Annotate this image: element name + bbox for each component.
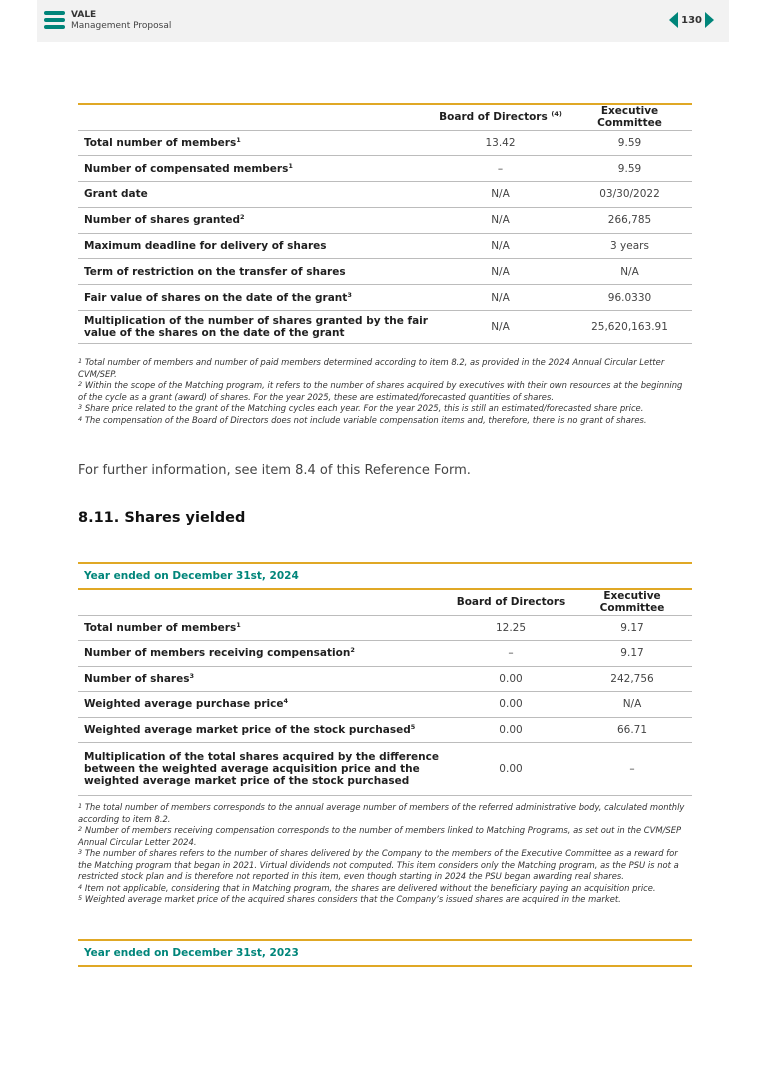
- table-row: [78, 285, 692, 311]
- section-title: 8.11. Shares yielded: [78, 510, 246, 526]
- col-header-executive: Executive Committee: [572, 590, 692, 615]
- executive-value: 66.71: [572, 717, 692, 743]
- empty-header-cell: [78, 590, 450, 615]
- table1-footnotes: [78, 357, 692, 426]
- board-value: N/A: [434, 285, 567, 311]
- table2-footnotes: [78, 802, 692, 906]
- board-value: 12.25: [450, 615, 572, 641]
- row-label: Grant date: [78, 182, 434, 208]
- footnote: $^3$ Share price related to the grant of the Matching cycles each year. For the year 2025, this is still an estimated/forecasted share price.: [78, 403, 644, 413]
- row-label: Total number of members$^1$: [78, 615, 450, 641]
- executive-value: 9.17: [572, 615, 692, 641]
- vale-logo-icon: [44, 11, 65, 29]
- executive-value: –: [572, 743, 692, 796]
- table-row: [78, 233, 692, 259]
- footnote: $^1$ The total number of members corresponds to the annual average number of members of the referred administrative body, calculated monthly according to item 8.2.: [78, 802, 685, 824]
- executive-value: N/A: [567, 259, 692, 285]
- row-label: Multiplication of the total shares acquired by the difference between the weighted average acquisition price and the weighted average market price of the stock purchased: [78, 743, 450, 796]
- page-header: [37, 0, 729, 42]
- row-label: Number of shares granted$^2$: [78, 207, 434, 233]
- table-row: [78, 692, 692, 718]
- further-info-text: For further information, see item 8.4 of this Reference Form.: [78, 463, 471, 478]
- board-value: 0.00: [450, 717, 572, 743]
- footnote: $^5$ Weighted average market price of the acquired shares considers that the Company’s issued shares are acquired in the market.: [78, 894, 621, 904]
- table-header-row: [78, 590, 692, 615]
- board-value: –: [450, 641, 572, 667]
- table-row: [78, 666, 692, 692]
- board-value: N/A: [434, 233, 567, 259]
- table-row: [78, 717, 692, 743]
- footnote: $^3$ The number of shares refers to the number of shares delivered by the Company to the members of the Executive Committee as a reward for the Matching program that began in 2021. Virtual dividends not computed. This item considers only the Matching program, as the PSU is not a restricted stock plan and is therefore not reported in this item, even though starting in 2024 the PSU began awarding real shares.: [78, 848, 679, 881]
- footnote: $^2$ Within the scope of the Matching program, it refers to the number of shares acquired by executives with their own resources at the beginning of the cycle as a grant (award) of shares. For the year 2025, these are estimated/forecasted quantities of shares.: [78, 380, 683, 402]
- table-row: [78, 615, 692, 641]
- row-label: Multiplication of the number of shares granted by the fair value of the shares on the date of the grant: [78, 311, 434, 344]
- table-row: [78, 130, 692, 156]
- board-value: –: [434, 156, 567, 182]
- footnote: $^1$ Total number of members and number of paid members determined according to item 8.2, as provided in the 2024 Annual Circular Letter CVM/SEP.: [78, 357, 665, 379]
- executive-value: 242,756: [572, 666, 692, 692]
- restricted-shares-table: [78, 103, 692, 344]
- board-value: N/A: [434, 207, 567, 233]
- board-value: 0.00: [450, 666, 572, 692]
- year-2024-heading: Year ended on December 31st, 2024: [78, 562, 692, 590]
- executive-value: 266,785: [567, 207, 692, 233]
- table-row: [78, 207, 692, 233]
- board-value: N/A: [434, 259, 567, 285]
- row-label: Number of compensated members$^1$: [78, 156, 434, 182]
- executive-value: 3 years: [567, 233, 692, 259]
- col-header-executive: Executive Committee: [567, 104, 692, 130]
- board-value: N/A: [434, 311, 567, 344]
- row-label: Total number of members$^1$: [78, 130, 434, 156]
- table-row: [78, 311, 692, 344]
- page-number: 130: [681, 14, 702, 26]
- table-header-row: [78, 104, 692, 130]
- executive-value: N/A: [572, 692, 692, 718]
- row-label: Number of shares$^3$: [78, 666, 450, 692]
- brand-block: [71, 10, 171, 32]
- board-value: 0.00: [450, 743, 572, 796]
- executive-value: 9.59: [567, 130, 692, 156]
- executive-value: 9.59: [567, 156, 692, 182]
- table-row: [78, 641, 692, 667]
- table-row: [78, 743, 692, 796]
- board-value: 13.42: [434, 130, 567, 156]
- footnote: $^2$ Number of members receiving compensation corresponds to the number of members linked to Matching Programs, as set out in the CVM/SEP Annual Circular Letter 2024.: [78, 825, 682, 847]
- year-2023-heading: Year ended on December 31st, 2023: [78, 939, 692, 967]
- page-navigator: [669, 12, 714, 28]
- brand-name: VALE: [71, 10, 97, 20]
- footnote: $^4$ Item not applicable, considering that in Matching program, the shares are delivered without the beneficiary paying an acquisition price.: [78, 882, 656, 893]
- table-row: [78, 156, 692, 182]
- brand-subtitle: Management Proposal: [71, 21, 172, 31]
- board-value: N/A: [434, 182, 567, 208]
- col-header-board: Board of Directors $^{(4)}$: [434, 104, 567, 130]
- executive-value: 03/30/2022: [567, 182, 692, 208]
- row-label: Maximum deadline for delivery of shares: [78, 233, 434, 259]
- row-label: Weighted average market price of the stock purchased$^5$: [78, 717, 450, 743]
- footnote: $^4$ The compensation of the Board of Directors does not include variable compensation items and, therefore, there is no grant of shares.: [78, 414, 647, 425]
- table-row: [78, 259, 692, 285]
- shares-yielded-table: [78, 590, 692, 796]
- executive-value: 96.0330: [567, 285, 692, 311]
- row-label: Number of members receiving compensation$^2$: [78, 641, 450, 667]
- previous-page-icon[interactable]: [669, 12, 678, 28]
- executive-value: 9.17: [572, 641, 692, 667]
- empty-header-cell: [78, 104, 434, 130]
- executive-value: 25,620,163.91: [567, 311, 692, 344]
- next-page-icon[interactable]: [705, 12, 714, 28]
- board-value: 0.00: [450, 692, 572, 718]
- row-label: Weighted average purchase price$^4$: [78, 692, 450, 718]
- table-row: [78, 182, 692, 208]
- row-label: Term of restriction on the transfer of shares: [78, 259, 434, 285]
- col-header-board: Board of Directors: [450, 590, 572, 615]
- row-label: Fair value of shares on the date of the grant$^3$: [78, 285, 434, 311]
